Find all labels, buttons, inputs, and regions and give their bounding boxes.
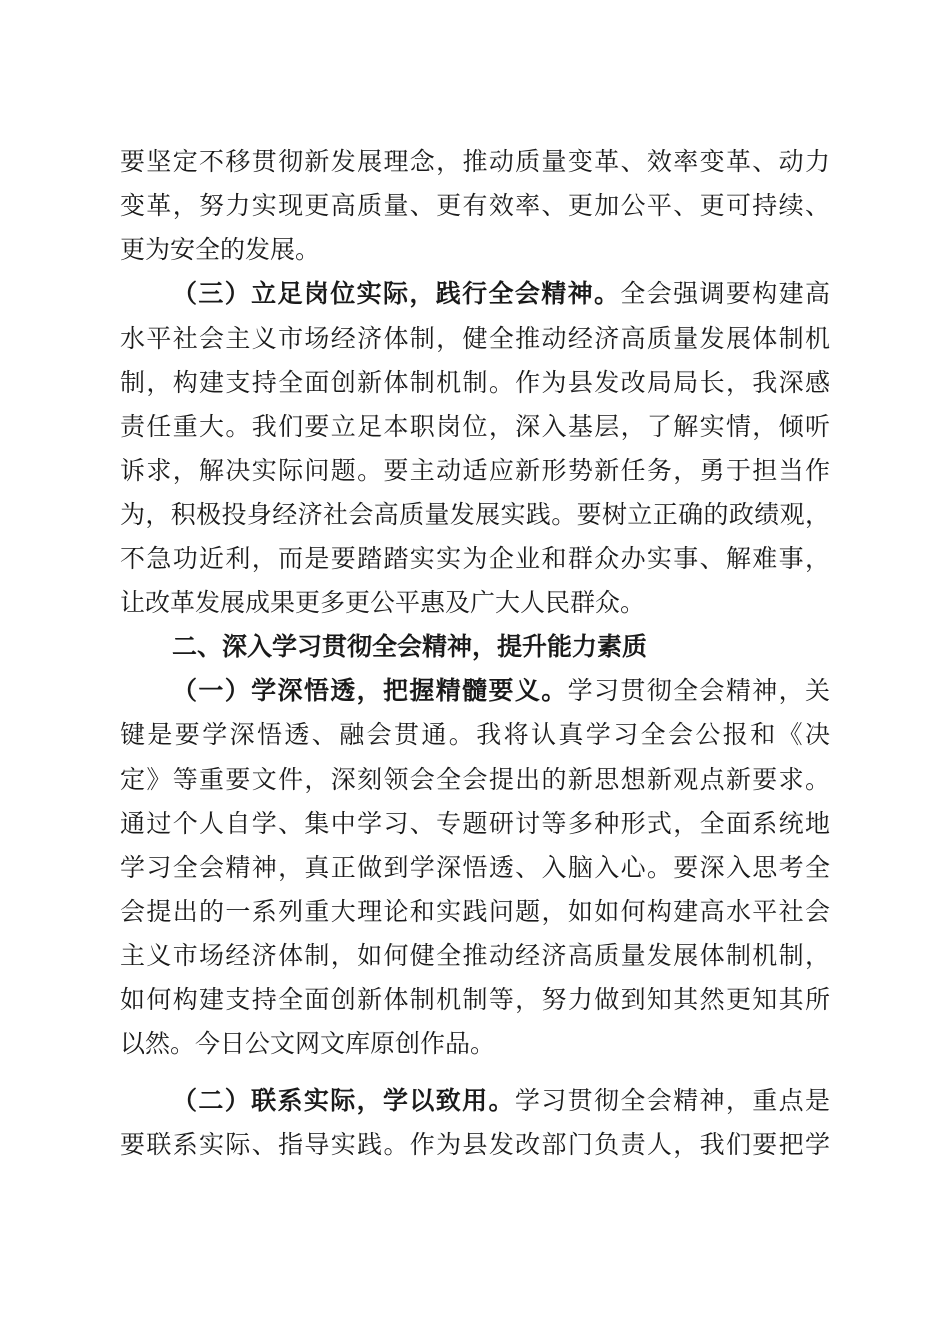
paragraph-text: 学习贯彻全会精神，关	[567, 676, 830, 705]
paragraph-line: 要联系实际、指导实践。作为县发改部门负责人，我们要把学	[120, 1130, 830, 1159]
section-heading: 二、深入学习贯彻全会精神，提升能力素质	[172, 632, 648, 661]
paragraph-line: 键是要学深悟透、融会贯通。我将认真学习全会公报和《决	[120, 720, 830, 749]
paragraph-line: 不急功近利，而是要踏踏实实为企业和群众办实事、解难事，	[120, 544, 830, 573]
paragraph-first-line	[172, 273, 830, 315]
paragraph-first-line	[172, 670, 830, 712]
paragraph-line: 学习全会精神，真正做到学深悟透、入脑入心。要深入思考全	[120, 853, 830, 882]
paragraph-line: 定》等重要文件，深刻领会全会提出的新思想新观点新要求。	[120, 765, 830, 794]
paragraph-text: 学习贯彻全会精神，重点是	[514, 1086, 830, 1115]
paragraph-line: 为，积极投身经济社会高质量发展实践。要树立正确的政绩观，	[120, 500, 830, 529]
paragraph-line: 要坚定不移贯彻新发展理念，推动质量变革、效率变革、动力	[120, 147, 830, 176]
paragraph-line: 变革，努力实现更高质量、更有效率、更加公平、更可持续、	[120, 191, 830, 220]
subheading-lead: （三）立足岗位实际，践行全会精神。	[172, 279, 621, 308]
paragraph-line: 以然。今日公文网文库原创作品。	[120, 1029, 496, 1058]
paragraph-line: 会提出的一系列重大理论和实践问题，如如何构建高水平社会	[120, 897, 830, 926]
paragraph-line: 主义市场经济体制，如何健全推动经济高质量发展体制机制，	[120, 941, 830, 970]
subheading-lead: （一）学深悟透，把握精髓要义。	[172, 676, 568, 705]
paragraph-line: 通过个人自学、集中学习、专题研讨等多种形式，全面系统地	[120, 809, 830, 838]
paragraph-line: 责任重大。我们要立足本职岗位，深入基层，了解实情，倾听	[120, 412, 830, 441]
paragraph-first-line	[172, 1080, 830, 1122]
paragraph-line: 制，构建支持全面创新体制机制。作为县发改局局长，我深感	[120, 368, 830, 397]
paragraph-line: 让改革发展成果更多更公平惠及广大人民群众。	[120, 588, 646, 617]
paragraph-text: 全会强调要构建高	[620, 279, 830, 308]
paragraph-line: 水平社会主义市场经济体制，健全推动经济高质量发展体制机	[120, 324, 830, 353]
paragraph-line: 诉求，解决实际问题。要主动适应新形势新任务，勇于担当作	[120, 456, 830, 485]
paragraph-line: 如何构建支持全面创新体制机制等，努力做到知其然更知其所	[120, 985, 830, 1014]
paragraph-line: 更为安全的发展。	[120, 235, 321, 264]
subheading-lead: （二）联系实际，学以致用。	[172, 1086, 515, 1115]
